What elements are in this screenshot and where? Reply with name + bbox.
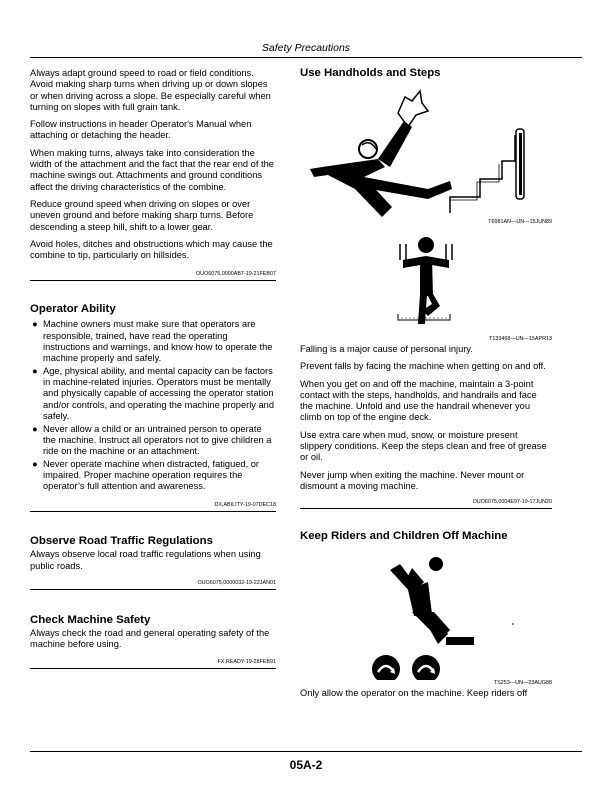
- paragraph: Never jump when exiting the machine. Never mount or dismount a moving machine.: [300, 469, 525, 491]
- machine-safety-section: [30, 614, 276, 669]
- paragraph: Falling is a major cause of personal injury.: [300, 344, 473, 354]
- list-item: ● Age, physical ability, and mental capacity can be factors in machine-related injuries. Operators must be mentally and physically capable of accessing the operator station and/or controls, and operating the machine properly and safely.: [32, 365, 275, 422]
- bullet-icon: ●: [32, 319, 38, 330]
- reference-code: OUO6075,0000AB7-19-21FEB07: [195, 271, 276, 278]
- falling-person-illustration: [300, 89, 552, 217]
- left-column: [30, 68, 276, 669]
- intro-section: [30, 68, 276, 281]
- reference-code: OUO6075,0004E97-19-17JUN20: [472, 499, 552, 506]
- paragraph: Prevent falls by facing the machine when getting on and off.: [300, 361, 546, 372]
- section-rule: [30, 668, 276, 669]
- reference-code: DX,ABILITY-19-07DEC18: [214, 502, 276, 509]
- paragraph: Follow instructions in header Operator's Manual when attaching or detaching the header.: [30, 119, 252, 141]
- road-traffic-section: [30, 535, 276, 590]
- paragraph: Always check the road and general operating safety of the machine before using.: [30, 628, 270, 650]
- operator-ability-section: [30, 303, 276, 512]
- running-header: Safety Precautions: [261, 42, 351, 54]
- handholds-person-illustration: [300, 234, 552, 336]
- paragraph: When you get on and off the machine, maintain a 3-point contact with the steps, handholds, and handrails and face the machine. Unfold and use the handrail whenever you climb on top of the engine deck.: [300, 378, 537, 423]
- paragraph: Always observe local road traffic regulations when using public roads.: [30, 549, 261, 571]
- bullet-icon: ●: [32, 365, 38, 376]
- header-rule: [30, 57, 582, 58]
- paragraph: Avoid holes, ditches and obstructions which may cause the combine to tip, particularly on hillsides.: [30, 238, 273, 261]
- figure-code: T6981AN—UN—15JUN89: [488, 219, 552, 225]
- bullet-list: [30, 319, 276, 492]
- section-title: Check Machine Safety: [30, 614, 151, 627]
- section-title: Observe Road Traffic Regulations: [30, 535, 213, 548]
- bullet-icon: ●: [32, 458, 38, 469]
- footer-rule: [30, 751, 582, 752]
- rider-falling-illustration: [300, 554, 552, 680]
- figure-code: T133468—UN—15APR13: [489, 336, 552, 342]
- bullet-icon: ●: [32, 423, 38, 434]
- section-rule: [30, 589, 276, 590]
- section-rule: [300, 508, 552, 509]
- right-column: [300, 67, 552, 700]
- paragraph: When making turns, always take into consideration the width of the attachment and the fact that the rear end of the machine swings out. Attachments and ground conditions affect the driving characteristics of the combine.: [30, 147, 274, 192]
- section-rule: [30, 511, 276, 512]
- section-title: Operator Ability: [30, 303, 116, 316]
- paragraph: Only allow the operator on the machine. Keep riders off: [300, 688, 528, 699]
- paragraph: Use extra care when mud, snow, or moisture present slippery conditions. Keep the steps clean and free of grease or oil.: [300, 429, 547, 463]
- paragraph: Always adapt ground speed to road or field conditions. Avoid making sharp turns when driving up or down slopes or when driving across a slope. Be especially careful when turning on slopes with full grain tank.: [30, 68, 271, 112]
- reference-code: FX,READY-19-28FEB91: [217, 658, 276, 665]
- section-title: Keep Riders and Children Off Machine: [300, 530, 508, 543]
- figure-code: TS253—UN—23AUG88: [493, 680, 552, 687]
- page-number: 05A-2: [289, 758, 323, 772]
- section-rule: [30, 280, 276, 281]
- reference-code: OUO6075,0000032-19-22JAN01: [197, 580, 276, 587]
- paragraph: Reduce ground speed when driving on slopes or over uneven ground and before making sharp turns. Before descending a steep hill, shift to a lower gear.: [30, 198, 254, 232]
- section-title: Use Handholds and Steps: [300, 67, 441, 79]
- list-item: ● Never operate machine when distracted, fatigued, or impaired. Proper machine operation requires the operator’s full attention and awareness.: [32, 458, 260, 492]
- list-item: ● Machine owners must make sure that operators are responsible, trained, have read the operating instructions and warnings, and know how to operate the machine properly and safely.: [32, 319, 273, 364]
- list-item: ● Never allow a child or an untrained person to operate the machine. Instruct all operators not to give children a ride on the machine or an attachment.: [32, 423, 272, 457]
